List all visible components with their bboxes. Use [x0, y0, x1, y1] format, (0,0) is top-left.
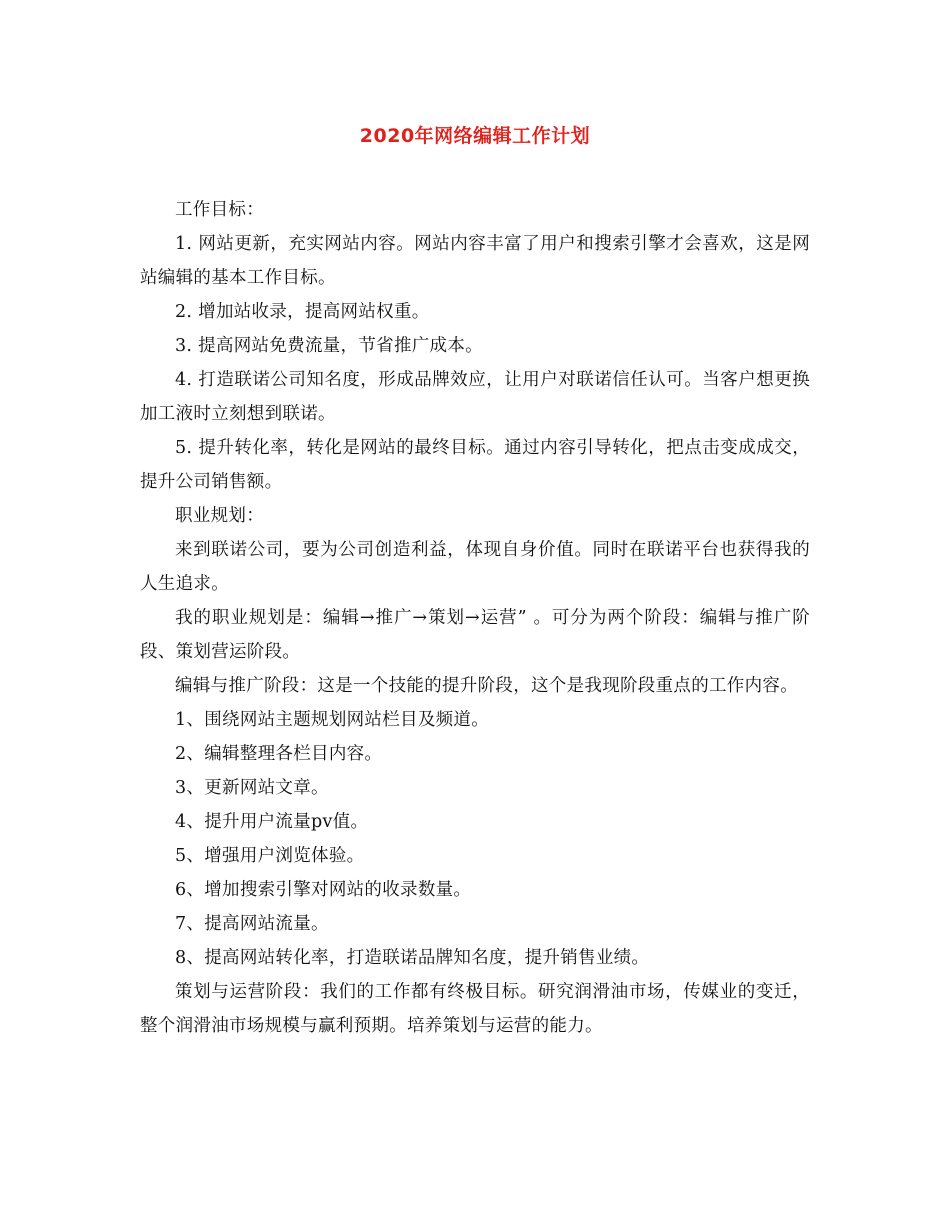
list-item: 5、增强用户浏览体验。	[175, 846, 365, 866]
paragraph: 策划与运营阶段：我们的工作都有终极目标。研究润滑油市场，传媒业的变迁，整个润滑油市场规模与赢利预期。培养策划与运营的能力。	[140, 982, 810, 1036]
list-item: 8、提高网站转化率，打造联诺品牌知名度，提升销售业绩。	[175, 948, 650, 968]
document-title: 2020年网络编辑工作计划	[359, 125, 591, 147]
section-heading-career: 职业规划：	[175, 506, 264, 526]
list-item: 4、提升用户流量pv值。	[175, 812, 369, 832]
paragraph: 3. 提高网站免费流量，节省推广成本。	[175, 336, 483, 356]
paragraph: 4. 打造联诺公司知名度，形成品牌效应，让用户对联诺信任认可。当客户想更换加工液时立刻想到联诺。	[140, 370, 810, 424]
paragraph: 我的职业规划是：编辑→推广→策划→运营” 。可分为两个阶段：编辑与推广阶段、策划营运阶段。	[140, 608, 810, 662]
document-body	[140, 193, 810, 1043]
list-item: 3、更新网站文章。	[175, 778, 329, 798]
paragraph: 5. 提升转化率，转化是网站的最终目标。通过内容引导转化，把点击变成成交，提升公司销售额。	[140, 438, 810, 492]
paragraph: 2. 增加站收录，提高网站权重。	[175, 302, 430, 322]
paragraph: 来到联诺公司，要为公司创造利益，体现自身价值。同时在联诺平台也获得我的人生追求。	[140, 540, 810, 594]
section-heading-goals: 工作目标：	[175, 200, 264, 220]
list-item: 7、提高网站流量。	[175, 914, 329, 934]
list-item: 1、围绕网站主题规划网站栏目及频道。	[175, 710, 490, 730]
list-item: 6、增加搜索引擎对网站的收录数量。	[175, 880, 472, 900]
paragraph: 编辑与推广阶段：这是一个技能的提升阶段，这个是我现阶段重点的工作内容。	[175, 676, 798, 696]
paragraph: 1. 网站更新，充实网站内容。网站内容丰富了用户和搜索引擎才会喜欢，这是网站编辑的基本工作目标。	[140, 234, 810, 288]
list-item: 2、编辑整理各栏目内容。	[175, 744, 383, 764]
